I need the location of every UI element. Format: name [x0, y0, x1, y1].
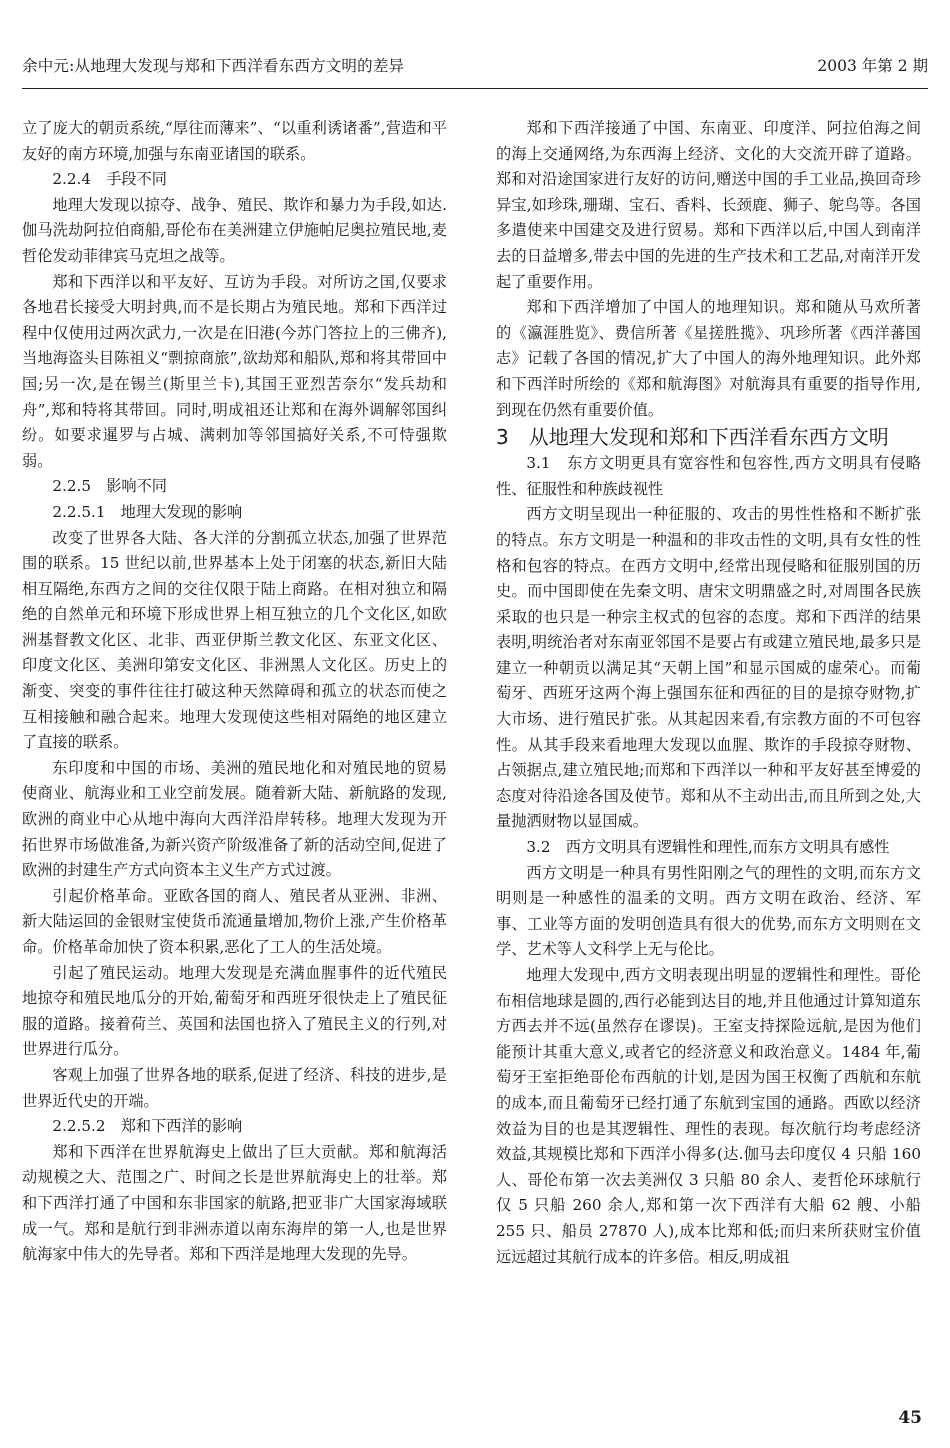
running-header — [22, 52, 928, 89]
paragraph: 立了庞大的朝贡系统,“厚往而薄来”、“以重利诱诸番”,营造和平友好的南方环境,加强与东南亚诸国的联系。 — [22, 119, 447, 163]
page-number: 45 — [898, 1408, 922, 1428]
subsection-heading: 2.2.5 影响不同 — [52, 477, 167, 496]
paragraph: 引起价格革命。亚欧各国的商人、殖民者从亚洲、非洲、新大陆运回的金银财宝使货币流通量增加,物价上涨,产生价格革命。价格革命加快了资本积累,恶化了工人的生活处境。 — [22, 886, 447, 956]
subsection-heading: 3.2 西方文明具有逻辑性和理性,而东方文明具有感性 — [526, 838, 890, 857]
subsection-heading: 2.2.5.2 郑和下西洋的影响 — [52, 1117, 243, 1136]
paragraph: 西方文明是一种具有男性阳刚之气的理性的文明,而东方文明则是一种感性的温柔的文明。西方文明在政治、经济、军事、工业等方面的发明创造具有很大的优势,而东方文明则在文学、艺术等人文科学上无与伦比。 — [496, 863, 921, 959]
subsection-heading: 2.2.5.1 地理大发现的影响 — [52, 502, 243, 521]
right-column — [496, 116, 921, 1270]
paragraph: 地理大发现以掠夺、战争、殖民、欺诈和暴力为手段,如达.伽马洗劫阿拉伯商船,哥伦布在美洲建立伊施帕尼奥拉殖民地,麦哲伦发动菲律宾马克坦之战等。 — [22, 195, 447, 265]
paragraph: 改变了世界各大陆、各大洋的分割孤立状态,加强了世界范围的联系。15 世纪以前,世界基本上处于闭塞的状态,新旧大陆相互隔绝,东西方之间的交往仅限于陆上商路。在相对独立和隔绝的自然单元和环境下形成世界上相互独立的几个文化区,如欧洲基督教文化区、北非、西亚伊斯兰教文化区、东亚文化区、印度文化区、美洲印第安文化区、非洲黑人文化区。历史上的渐变、突变的事件往往打破这种天然障碍和孤立的状态而使之互相接触和融合起来。地理大发现使这些相对隔绝的地区建立了直接的联系。 — [22, 528, 447, 752]
paragraph: 郑和下西洋在世界航海史上做出了巨大贡献。郑和航海活动规模之大、范围之广、时间之长是世界航海史上的壮举。郑和下西洋打通了中国和东非国家的航路,把亚非广大国家海域联成一气。郑和是航行到非洲赤道以南东海岸的第一人,也是世界航海家中伟大的先导者。郑和下西洋是地理大发现的先导。 — [22, 1142, 447, 1264]
paragraph: 郑和下西洋接通了中国、东南亚、印度洋、阿拉伯海之间的海上交通网络,为东西海上经济、文化的大交流开辟了道路。郑和对沿途国家进行友好的访问,赠送中国的手工业品,换回奇珍异宝,如珍珠,珊瑚、宝石、香料、长颈鹿、狮子、鸵鸟等。各国多遣使来中国建交及进行贸易。郑和下西洋以后,中国人到南洋去的日益增多,带去中国的先进的生产技术和工艺品,对南洋开发起了重要作用。 — [496, 119, 921, 291]
paragraph: 西方文明呈现出一种征服的、攻击的男性性格和不断扩张的特点。东方文明是一种温和的非攻击性的文明,具有女性的性格和包容的特点。在西方文明中,经常出现侵略和征服别国的历史。而中国即使在先秦文明、唐宋文明鼎盛之时,对周围各民族采取的也只是一种宗主权式的包容的态度。郑和下西洋的结果表明,明统治者对东南亚邻国不是要占有或建立殖民地,最多只是建立一种朝贡以满足其“天朝上国”和显示国威的虚荣心。而葡萄牙、西班牙这两个海上强国东征和西征的目的是掠夺财物,扩大市场、进行殖民扩张。从其起因来看,有宗教方面的不可包容性。从其手段来看地理大发现以血腥、欺诈的手段掠夺财物、占领据点,建立殖民地;而郑和下西洋以一种和平友好甚至博爱的态度对待沿途各国及使节。郑和从不主动出击,而且所到之处,大量抛洒财物以显国威。 — [496, 505, 921, 831]
header-issue: 2003 年第 2 期 — [817, 57, 928, 75]
paragraph: 引起了殖民运动。地理大发现是充满血腥事件的近代殖民地掠夺和殖民地瓜分的开始,葡萄牙和西班牙很快走上了殖民征服的道路。接着荷兰、英国和法国也挤入了殖民主义的行列,对世界进行瓜分。 — [22, 963, 447, 1059]
paragraph: 郑和下西洋增加了中国人的地理知识。郑和随从马欢所著的《瀛涯胜览》、费信所著《星搓胜揽》、巩珍所著《西洋蕃国志》记载了各国的情况,扩大了中国人的海外地理知识。此外郑和下西洋时所绘的《郑和航海图》对航海具有重要的指导作用,到现在仍然有重要价值。 — [496, 298, 921, 419]
subsection-heading: 2.2.4 手段不同 — [52, 170, 167, 189]
section-heading: 3 从地理大发现和郑和下西洋看东西方文明 — [496, 425, 889, 450]
paragraph: 地理大发现中,西方文明表现出明显的逻辑性和理性。哥伦布相信地球是圆的,西行必能到达目的地,并且他通过计算知道东方西去并不远(虽然存在谬误)。王室支持探险远航,是因为他们能预计其重大意义,或者它的经济意义和政治意义。1484 年,葡萄牙王室拒绝哥伦布西航的计划,是因为国王权衡了西航和东航的成本,而且葡萄牙已经打通了东航到宝国的通路。西欧以经济效益为目的也是其逻辑性、理性的表现。每次航行均考虑经济效益,其规模比郑和下西洋小得多(达.伽马去印度仅 4 只船 160 人、哥伦布第一次去美洲仅 3 只船 80 余人、麦哲伦环球航行仅 5 只船 260 余人,郑和第一次下西洋有大船 62 艘、小船 255 只、船员 27870 人),成本比郑和低;而归来所获财宝价值远远超过其航行成本的许多倍。相反,明成祖 — [496, 966, 921, 1266]
header-article-title: 余中元:从地理大发现与郑和下西洋看东西方文明的差异 — [22, 57, 405, 75]
paragraph: 郑和下西洋以和平友好、互访为手段。对所访之国,仅要求各地君长接受大明封典,而不是长期占为殖民地。郑和下西洋过程中仅使用过两次武力,一次是在旧港(今苏门答拉上的三佛齐),当地海盗头目陈祖义“剽掠商旅”,欲劫郑和船队,郑和将其带回中国;另一次,是在锡兰(斯里兰卡),其国王亚烈苦奈尔“发兵劫和舟”,郑和特将其带回。同时,明成祖还让郑和在海外调解邻国纠纷。如要求暹罗与占城、满剌加等邻国搞好关系,不可恃强欺弱。 — [22, 272, 447, 470]
subsection-heading: 3.1 东方文明更具有宽容性和包容性,西方文明具有侵略性、征服性和种族歧视性 — [496, 454, 921, 498]
left-column — [22, 116, 447, 1268]
paragraph: 客观上加强了世界各地的联系,促进了经济、科技的进步,是世界近代史的开端。 — [22, 1065, 447, 1110]
paragraph: 东印度和中国的市场、美洲的殖民地化和对殖民地的贸易使商业、航海业和工业空前发展。随着新大陆、新航路的发现,欧洲的商业中心从地中海向大西洋沿岸转移。地理大发现为开拓世界市场做准备,为新兴资产阶级准备了新的活动空间,促进了欧洲的封建生产方式向资本主义生产方式过渡。 — [22, 758, 447, 880]
